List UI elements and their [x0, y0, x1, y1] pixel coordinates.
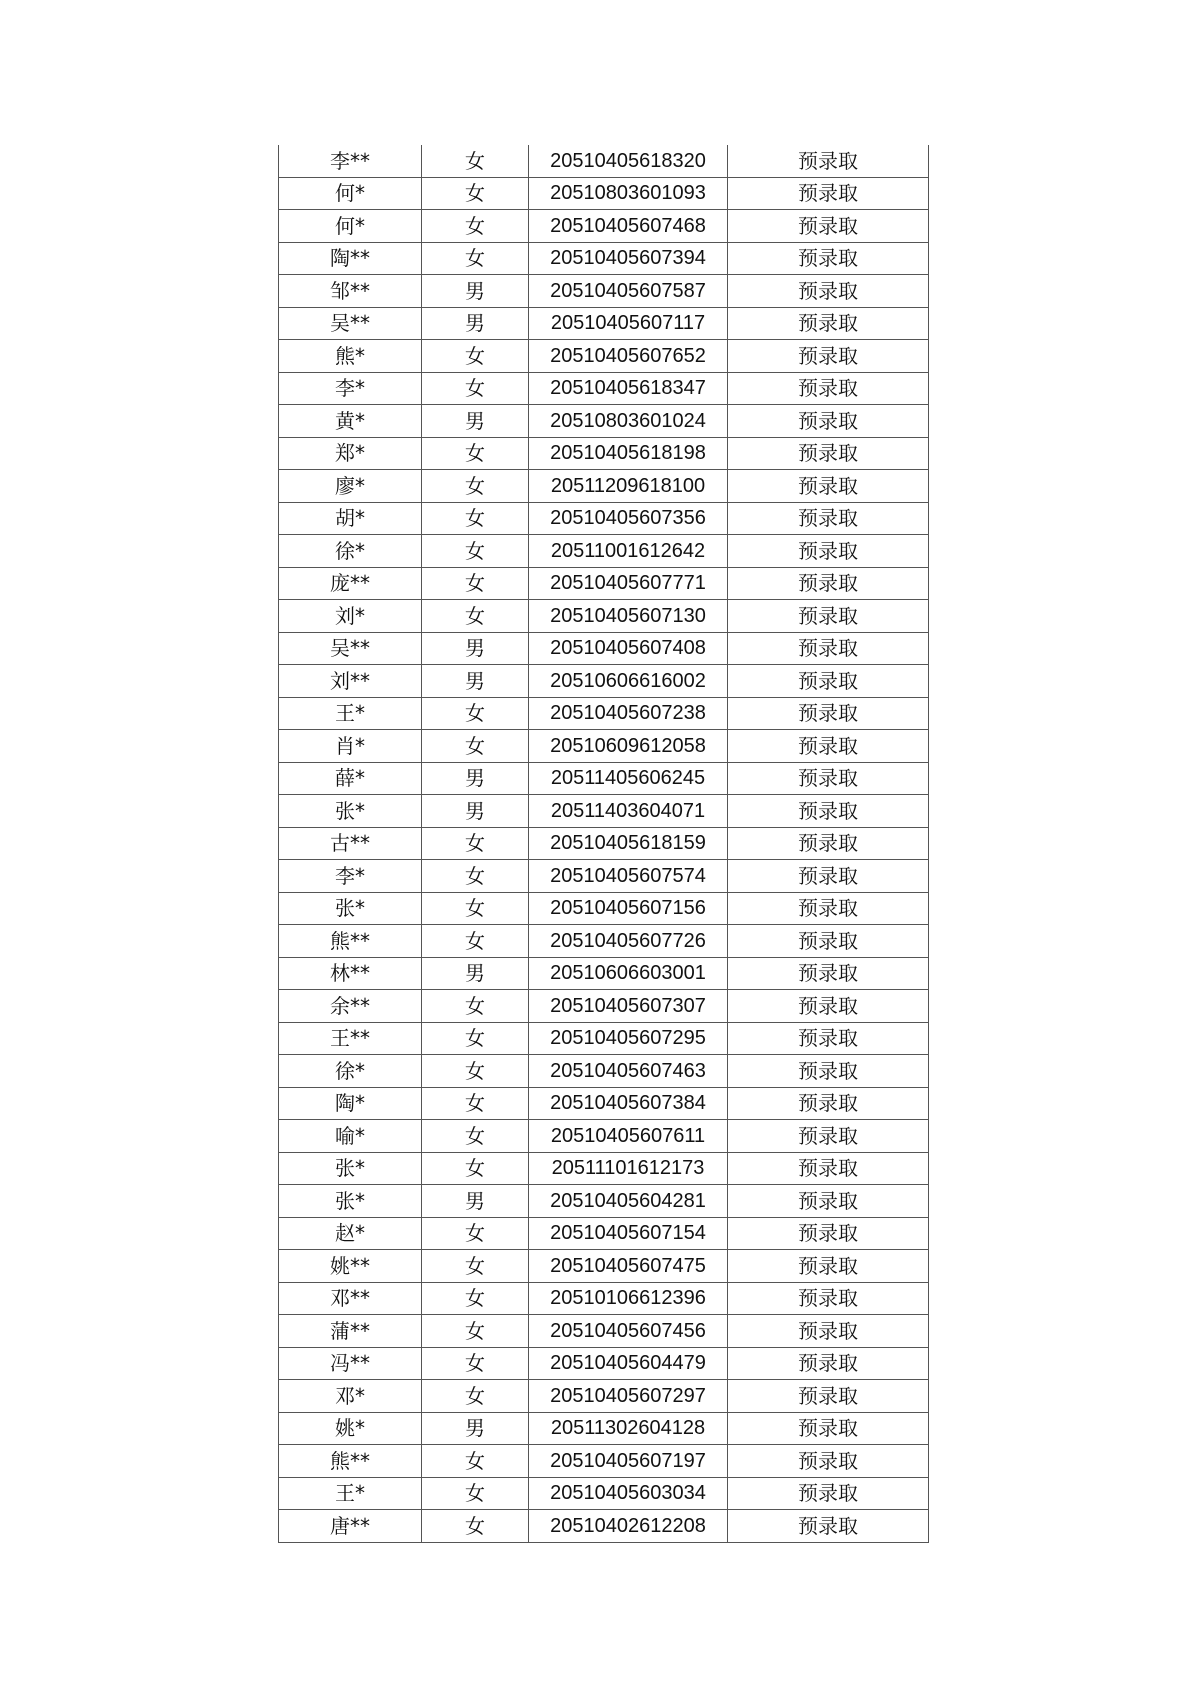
table-row — [279, 1510, 929, 1543]
gender-cell: 男 — [422, 762, 529, 795]
gender-cell: 女 — [422, 1445, 529, 1478]
admission-status-cell: 预录取 — [728, 437, 929, 470]
gender-cell: 女 — [422, 1510, 529, 1543]
admission-status-cell: 预录取 — [728, 340, 929, 373]
gender-cell: 男 — [422, 307, 529, 340]
table-row — [279, 535, 929, 568]
table-row — [279, 1152, 929, 1185]
exam-id-cell: 20510405607238 — [529, 697, 728, 730]
admission-status-cell: 预录取 — [728, 177, 929, 210]
exam-id-cell: 20510405607726 — [529, 925, 728, 958]
exam-id-cell: 20511101612173 — [529, 1152, 728, 1185]
admission-status-cell: 预录取 — [728, 1087, 929, 1120]
student-name-cell: 邓* — [279, 1380, 422, 1413]
table-row — [279, 437, 929, 470]
admission-status-cell: 预录取 — [728, 860, 929, 893]
exam-id-cell: 20510405607408 — [529, 632, 728, 665]
gender-cell: 女 — [422, 1250, 529, 1283]
exam-id-cell: 20510405618347 — [529, 372, 728, 405]
table-row — [279, 470, 929, 503]
table-row — [279, 1412, 929, 1445]
student-name-cell: 王* — [279, 697, 422, 730]
admission-status-cell: 预录取 — [728, 990, 929, 1023]
gender-cell: 女 — [422, 990, 529, 1023]
admission-status-cell: 预录取 — [728, 502, 929, 535]
admission-status-cell: 预录取 — [728, 1250, 929, 1283]
table-row — [279, 892, 929, 925]
table-row — [279, 827, 929, 860]
exam-id-cell: 20510803601093 — [529, 177, 728, 210]
student-name-cell: 唐** — [279, 1510, 422, 1543]
admission-status-cell: 预录取 — [728, 1445, 929, 1478]
table-row — [279, 1217, 929, 1250]
student-name-cell: 庞** — [279, 567, 422, 600]
gender-cell: 男 — [422, 632, 529, 665]
gender-cell: 女 — [422, 827, 529, 860]
student-name-cell: 姚** — [279, 1250, 422, 1283]
table-row — [279, 665, 929, 698]
admission-status-cell: 预录取 — [728, 372, 929, 405]
student-name-cell: 何* — [279, 210, 422, 243]
gender-cell: 女 — [422, 340, 529, 373]
table-row — [279, 795, 929, 828]
student-name-cell: 喻* — [279, 1120, 422, 1153]
student-name-cell: 陶* — [279, 1087, 422, 1120]
admission-status-cell: 预录取 — [728, 600, 929, 633]
admission-status-cell: 预录取 — [728, 275, 929, 308]
exam-id-cell: 20510405607356 — [529, 502, 728, 535]
exam-id-cell: 20510405607117 — [529, 307, 728, 340]
student-name-cell: 郑* — [279, 437, 422, 470]
exam-id-cell: 20510405618198 — [529, 437, 728, 470]
gender-cell: 女 — [422, 730, 529, 763]
admission-status-cell: 预录取 — [728, 1282, 929, 1315]
student-name-cell: 姚* — [279, 1412, 422, 1445]
table-row — [279, 145, 929, 177]
table-row — [279, 860, 929, 893]
table-row — [279, 1315, 929, 1348]
admission-status-cell: 预录取 — [728, 957, 929, 990]
exam-id-cell: 20511403604071 — [529, 795, 728, 828]
gender-cell: 女 — [422, 437, 529, 470]
exam-id-cell: 20511001612642 — [529, 535, 728, 568]
student-name-cell: 黄* — [279, 405, 422, 438]
exam-id-cell: 20510405607456 — [529, 1315, 728, 1348]
admission-status-cell: 预录取 — [728, 1412, 929, 1445]
gender-cell: 女 — [422, 1315, 529, 1348]
exam-id-cell: 20511405606245 — [529, 762, 728, 795]
student-name-cell: 陶** — [279, 242, 422, 275]
gender-cell: 女 — [422, 1477, 529, 1510]
admission-status-cell: 预录取 — [728, 210, 929, 243]
admission-status-cell: 预录取 — [728, 1152, 929, 1185]
student-name-cell: 李** — [279, 145, 422, 177]
admission-status-cell: 预录取 — [728, 1315, 929, 1348]
student-name-cell: 张* — [279, 892, 422, 925]
student-name-cell: 李* — [279, 860, 422, 893]
gender-cell: 男 — [422, 1412, 529, 1445]
admission-status-cell: 预录取 — [728, 1120, 929, 1153]
student-name-cell: 胡* — [279, 502, 422, 535]
table-row — [279, 730, 929, 763]
admission-status-cell: 预录取 — [728, 1185, 929, 1218]
student-name-cell: 邹** — [279, 275, 422, 308]
table-row — [279, 697, 929, 730]
table-row — [279, 600, 929, 633]
admission-status-cell: 预录取 — [728, 242, 929, 275]
exam-id-cell: 20510405607463 — [529, 1055, 728, 1088]
table-row — [279, 1380, 929, 1413]
exam-id-cell: 20510405607384 — [529, 1087, 728, 1120]
table-row — [279, 1055, 929, 1088]
admission-table-body — [279, 145, 929, 1542]
gender-cell: 女 — [422, 1087, 529, 1120]
table-row — [279, 1250, 929, 1283]
table-row — [279, 762, 929, 795]
gender-cell: 女 — [422, 600, 529, 633]
exam-id-cell: 20510405607475 — [529, 1250, 728, 1283]
student-name-cell: 林** — [279, 957, 422, 990]
student-name-cell: 薛* — [279, 762, 422, 795]
admission-status-cell: 预录取 — [728, 925, 929, 958]
exam-id-cell: 20510405607652 — [529, 340, 728, 373]
student-name-cell: 王* — [279, 1477, 422, 1510]
table-row — [279, 372, 929, 405]
gender-cell: 女 — [422, 1347, 529, 1380]
exam-id-cell: 20510803601024 — [529, 405, 728, 438]
exam-id-cell: 20511209618100 — [529, 470, 728, 503]
exam-id-cell: 20510405607295 — [529, 1022, 728, 1055]
exam-id-cell: 20510405618320 — [529, 145, 728, 177]
student-name-cell: 熊** — [279, 1445, 422, 1478]
exam-id-cell: 20510405607307 — [529, 990, 728, 1023]
table-row — [279, 405, 929, 438]
admission-status-cell: 预录取 — [728, 470, 929, 503]
admission-status-cell: 预录取 — [728, 632, 929, 665]
admission-status-cell: 预录取 — [728, 1022, 929, 1055]
exam-id-cell: 20510405607297 — [529, 1380, 728, 1413]
table-row — [279, 567, 929, 600]
admission-status-cell: 预录取 — [728, 762, 929, 795]
exam-id-cell: 20510402612208 — [529, 1510, 728, 1543]
table-row — [279, 177, 929, 210]
gender-cell: 女 — [422, 470, 529, 503]
exam-id-cell: 20510609612058 — [529, 730, 728, 763]
admission-status-cell: 预录取 — [728, 567, 929, 600]
table-row — [279, 210, 929, 243]
admission-table — [278, 145, 929, 1543]
gender-cell: 女 — [422, 242, 529, 275]
exam-id-cell: 20510405607574 — [529, 860, 728, 893]
gender-cell: 女 — [422, 502, 529, 535]
admission-status-cell: 预录取 — [728, 1477, 929, 1510]
gender-cell: 女 — [422, 1152, 529, 1185]
student-name-cell: 张* — [279, 1185, 422, 1218]
exam-id-cell: 20510405607154 — [529, 1217, 728, 1250]
exam-id-cell: 20510405607197 — [529, 1445, 728, 1478]
student-name-cell: 肖* — [279, 730, 422, 763]
gender-cell: 男 — [422, 957, 529, 990]
student-name-cell: 徐* — [279, 1055, 422, 1088]
admission-status-cell: 预录取 — [728, 145, 929, 177]
table-row — [279, 307, 929, 340]
exam-id-cell: 20510405607771 — [529, 567, 728, 600]
student-name-cell: 冯** — [279, 1347, 422, 1380]
student-name-cell: 熊** — [279, 925, 422, 958]
gender-cell: 女 — [422, 892, 529, 925]
gender-cell: 女 — [422, 1055, 529, 1088]
gender-cell: 女 — [422, 535, 529, 568]
student-name-cell: 何* — [279, 177, 422, 210]
student-name-cell: 王** — [279, 1022, 422, 1055]
exam-id-cell: 20510405607611 — [529, 1120, 728, 1153]
gender-cell: 女 — [422, 860, 529, 893]
student-name-cell: 吴** — [279, 632, 422, 665]
exam-id-cell: 20510405607130 — [529, 600, 728, 633]
exam-id-cell: 20510405607156 — [529, 892, 728, 925]
table-row — [279, 1185, 929, 1218]
student-name-cell: 熊* — [279, 340, 422, 373]
table-row — [279, 1347, 929, 1380]
exam-id-cell: 20511302604128 — [529, 1412, 728, 1445]
student-name-cell: 赵* — [279, 1217, 422, 1250]
exam-id-cell: 20510405607468 — [529, 210, 728, 243]
student-name-cell: 古** — [279, 827, 422, 860]
gender-cell: 女 — [422, 925, 529, 958]
admission-status-cell: 预录取 — [728, 1380, 929, 1413]
gender-cell: 女 — [422, 1022, 529, 1055]
exam-id-cell: 20510405607394 — [529, 242, 728, 275]
gender-cell: 女 — [422, 697, 529, 730]
table-row — [279, 502, 929, 535]
student-name-cell: 吴** — [279, 307, 422, 340]
admission-status-cell: 预录取 — [728, 665, 929, 698]
admission-status-cell: 预录取 — [728, 697, 929, 730]
gender-cell: 女 — [422, 1217, 529, 1250]
admission-status-cell: 预录取 — [728, 1347, 929, 1380]
gender-cell: 女 — [422, 567, 529, 600]
table-row — [279, 340, 929, 373]
admission-status-cell: 预录取 — [728, 730, 929, 763]
table-row — [279, 1445, 929, 1478]
student-name-cell: 廖* — [279, 470, 422, 503]
gender-cell: 女 — [422, 210, 529, 243]
admission-status-cell: 预录取 — [728, 405, 929, 438]
student-name-cell: 蒲** — [279, 1315, 422, 1348]
gender-cell: 女 — [422, 177, 529, 210]
table-row — [279, 1120, 929, 1153]
gender-cell: 女 — [422, 1380, 529, 1413]
admission-status-cell: 预录取 — [728, 827, 929, 860]
gender-cell: 女 — [422, 1120, 529, 1153]
table-row — [279, 632, 929, 665]
table-row — [279, 1282, 929, 1315]
exam-id-cell: 20510405604281 — [529, 1185, 728, 1218]
table-row — [279, 275, 929, 308]
gender-cell: 男 — [422, 1185, 529, 1218]
exam-id-cell: 20510405618159 — [529, 827, 728, 860]
admission-status-cell: 预录取 — [728, 1217, 929, 1250]
gender-cell: 女 — [422, 1282, 529, 1315]
table-row — [279, 957, 929, 990]
student-name-cell: 邓** — [279, 1282, 422, 1315]
gender-cell: 女 — [422, 372, 529, 405]
table-row — [279, 925, 929, 958]
student-name-cell: 刘** — [279, 665, 422, 698]
table-row — [279, 1087, 929, 1120]
admission-status-cell: 预录取 — [728, 535, 929, 568]
admission-status-cell: 预录取 — [728, 795, 929, 828]
student-name-cell: 张* — [279, 795, 422, 828]
table-row — [279, 990, 929, 1023]
admission-status-cell: 预录取 — [728, 1055, 929, 1088]
student-name-cell: 李* — [279, 372, 422, 405]
student-name-cell: 徐* — [279, 535, 422, 568]
gender-cell: 男 — [422, 275, 529, 308]
gender-cell: 男 — [422, 665, 529, 698]
exam-id-cell: 20510405607587 — [529, 275, 728, 308]
student-name-cell: 刘* — [279, 600, 422, 633]
table-row — [279, 1022, 929, 1055]
admission-status-cell: 预录取 — [728, 307, 929, 340]
gender-cell: 女 — [422, 145, 529, 177]
exam-id-cell: 20510606616002 — [529, 665, 728, 698]
gender-cell: 男 — [422, 405, 529, 438]
admission-status-cell: 预录取 — [728, 892, 929, 925]
exam-id-cell: 20510606603001 — [529, 957, 728, 990]
gender-cell: 男 — [422, 795, 529, 828]
student-name-cell: 余** — [279, 990, 422, 1023]
exam-id-cell: 20510405603034 — [529, 1477, 728, 1510]
exam-id-cell: 20510106612396 — [529, 1282, 728, 1315]
admission-status-cell: 预录取 — [728, 1510, 929, 1543]
table-row — [279, 1477, 929, 1510]
table-row — [279, 242, 929, 275]
exam-id-cell: 20510405604479 — [529, 1347, 728, 1380]
student-name-cell: 张* — [279, 1152, 422, 1185]
